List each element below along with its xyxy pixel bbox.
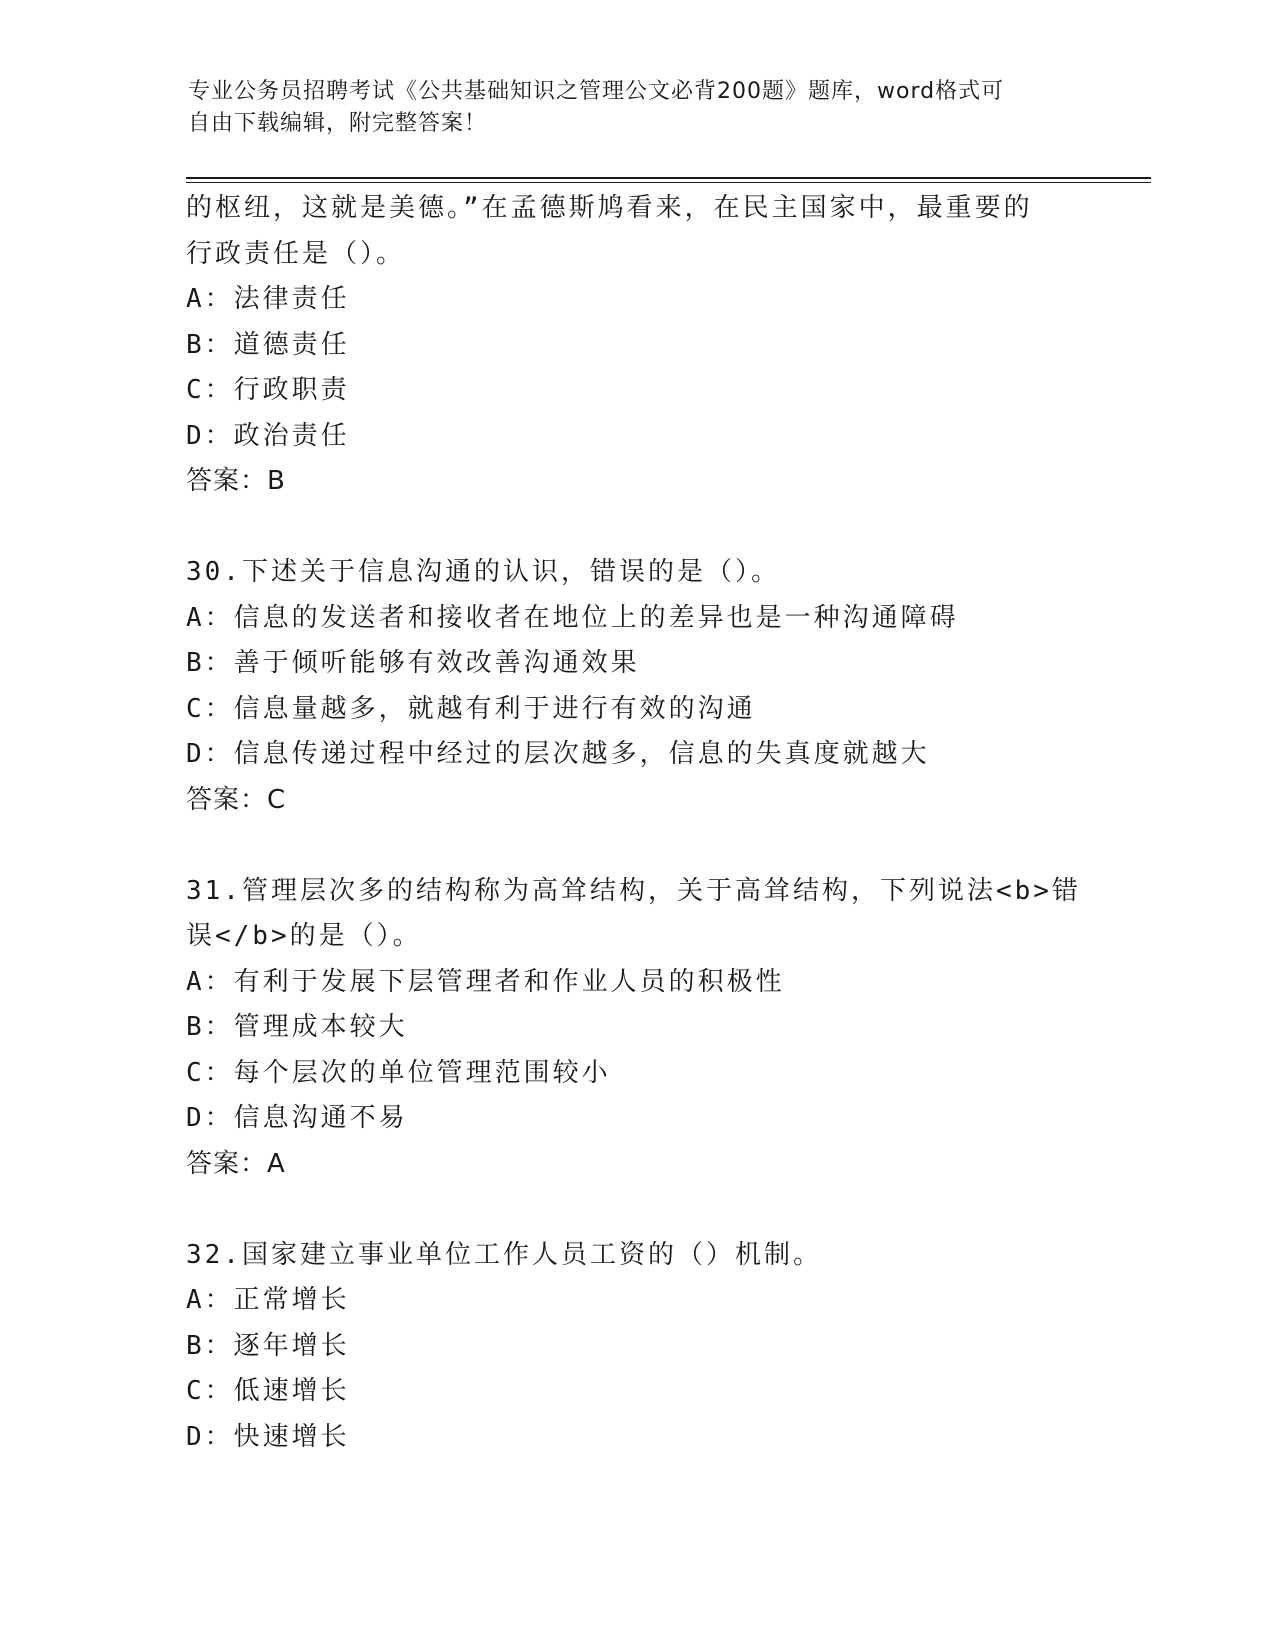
option-c: C：信息量越多，就越有利于进行有效的沟通	[186, 693, 756, 724]
spacer	[186, 505, 1106, 551]
question-stem: 30.下述关于信息沟通的认识，错误的是（）。	[186, 557, 780, 587]
page-header	[188, 76, 1068, 140]
question-stem: 行政责任是（）。	[186, 238, 406, 269]
answer: 答案：B	[186, 466, 286, 496]
option-a: A：有利于发展下层管理者和作业人员的积极性	[186, 966, 785, 997]
question-29	[186, 186, 1106, 505]
option-b: B：道德责任	[186, 329, 350, 360]
option-a: A：法律责任	[186, 284, 350, 314]
question-stem: 32.国家建立事业单位工作人员工资的（）机制。	[186, 1239, 822, 1270]
option-a: A：正常增长	[186, 1285, 350, 1315]
spacer	[186, 1187, 1106, 1233]
spacer	[186, 823, 1106, 869]
question-stem: 的枢纽，这就是美德。”在孟德斯鸠看来，在民主国家中，最重要的	[186, 193, 1033, 223]
header-rule-thin	[186, 182, 1151, 183]
option-d: D：快速增长	[186, 1421, 350, 1452]
header-rule-thick	[186, 177, 1151, 179]
option-c: C：行政职责	[186, 375, 350, 405]
option-d: D：信息沟通不易	[186, 1103, 408, 1133]
question-stem: 31.管理层次多的结构称为高耸结构，关于高耸结构，下列说法<b>错	[186, 875, 1081, 906]
option-c: C：每个层次的单位管理范围较小	[186, 1057, 611, 1088]
question-30	[186, 550, 1106, 823]
question-32	[186, 1233, 1106, 1461]
header-line-2: 自由下载编辑，附完整答案！	[188, 111, 488, 136]
question-31	[186, 869, 1106, 1188]
option-d: D：政治责任	[186, 420, 350, 451]
option-b: B：善于倾听能够有效改善沟通效果	[186, 648, 640, 678]
option-b: B：逐年增长	[186, 1330, 350, 1361]
option-a: A：信息的发送者和接收者在地位上的差异也是一种沟通障碍	[186, 602, 959, 633]
question-content	[186, 186, 1106, 1460]
answer: 答案：C	[186, 784, 287, 815]
option-b: B：管理成本较大	[186, 1012, 408, 1042]
option-d: D：信息传递过程中经过的层次越多，信息的失真度就越大	[186, 739, 930, 769]
header-line-1: 专业公务员招聘考试《公共基础知识之管理公文必背200题》题库，word格式可	[188, 79, 1005, 104]
option-c: C：低速增长	[186, 1376, 350, 1406]
question-stem: 误</b>的是（）。	[186, 921, 422, 951]
answer: 答案：A	[186, 1148, 286, 1179]
